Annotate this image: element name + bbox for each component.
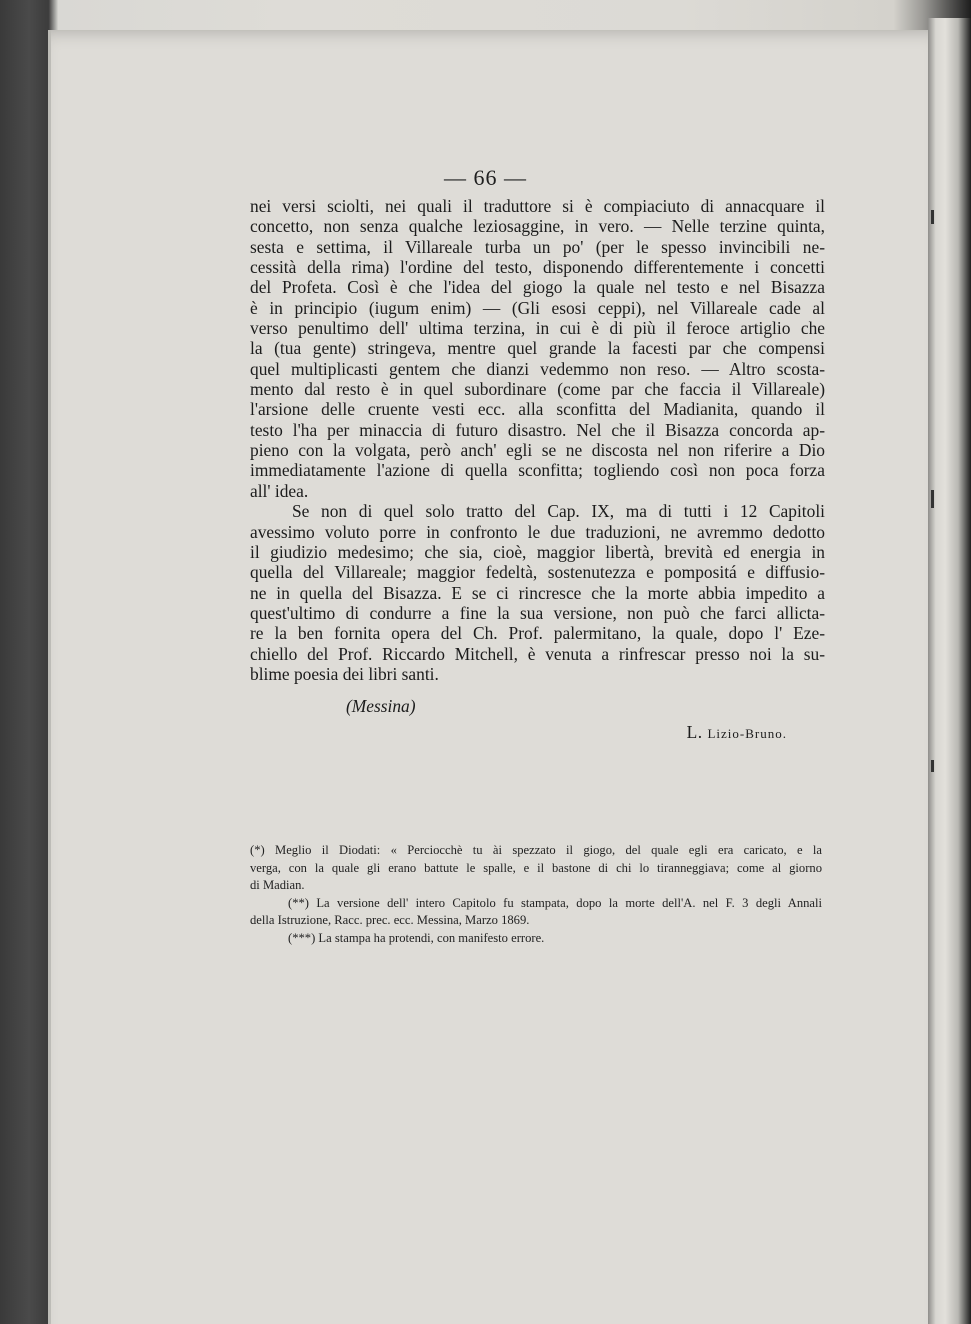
signature-block xyxy=(250,696,825,746)
footnotes xyxy=(250,842,822,947)
text-line: sesta e settima, il Villareale turba un po' (per le spesso invincibili ne- xyxy=(250,236,825,257)
margin-mark xyxy=(931,760,934,772)
place-name: (Messina) xyxy=(346,696,416,716)
page-edge xyxy=(928,18,971,1324)
text-line: blime poesia dei libri santi. xyxy=(250,663,439,684)
text-line: quella del Villareale; maggior fedeltà, sostenutezza e pompositá e diffusio- xyxy=(250,562,825,583)
footnote-line: (*) Meglio il Diodati: « Perciocchè tu ài spezzato il giogo, del quale egli era caricato, e la xyxy=(250,843,822,857)
text-line: nei versi sciolti, nei quali il traduttore si è compiaciuto di annacquare il xyxy=(250,196,825,216)
footnote-line: della Istruzione, Racc. prec. ecc. Messina, Marzo 1869. xyxy=(250,913,530,927)
margin-mark xyxy=(931,490,934,508)
text-line: testo l'ha per minaccia di futuro disastro. Nel che il Bisazza concorda ap- xyxy=(250,419,825,440)
text-line: avessimo voluto porre in confronto le due traduzioni, ne avremmo dedotto xyxy=(250,521,825,542)
footnote xyxy=(250,930,822,948)
text-line: re la ben fornita opera del Ch. Prof. palermitano, la quale, dopo l' Eze- xyxy=(250,623,825,644)
text-line: Se non di quel solo tratto del Cap. IX, ma di tutti i 12 Capitoli xyxy=(292,501,825,522)
text-line: quest'ultimo di condurre a fine la sua versione, non può che farci allicta- xyxy=(250,602,825,623)
text-line: ne in quella del Bisazza. E se ci rincresce che la morte abbia impedito a xyxy=(250,582,825,603)
footnote-line: di Madian. xyxy=(250,878,305,892)
text-line: è in principio (iugum enim) — (Gli esosi ceppi), nel Villareale cade al xyxy=(250,297,825,318)
text-line: immediatamente l'azione di quella sconfitta; togliendo così non poca forza xyxy=(250,460,825,481)
page-number: — 66 — xyxy=(444,165,527,190)
text-line: pieno con la volgata, però anch' egli se ne discosta nel non riferire a Dio xyxy=(250,440,825,461)
author-initial: L. xyxy=(686,722,703,742)
text-line: del Profeta. Così è che l'idea del giogo la quale nel testo e nel Bisazza xyxy=(250,277,825,298)
body-text xyxy=(250,196,825,684)
text-line: cessità della rima) l'ordine del testo, disponendo differentemente i concetti xyxy=(250,257,825,278)
footnote xyxy=(250,895,822,930)
text-line: quel multiplicasti gentem che dianzi vedemmo non reso. — Altro scosta- xyxy=(250,358,825,379)
text-line: la (tua gente) stringeva, mentre quel grande la facesti par che compensi xyxy=(250,338,825,359)
text-line: concetto, non senza qualche leziosaggine, in vero. — Nelle terzine quinta, xyxy=(250,216,825,237)
author-name xyxy=(687,722,787,743)
margin-mark xyxy=(931,210,934,224)
text-line: il giudizio medesimo; che sia, cioè, maggior libertà, brevità ed energia in xyxy=(250,541,825,562)
text-line: mento dal resto è in quel subordinare (come par che faccia il Villareale) xyxy=(250,379,825,400)
footnote-line: (***) La stampa ha protendi, con manifesto errore. xyxy=(288,930,545,945)
footnote xyxy=(250,842,822,895)
author-surname: Lizio-Bruno. xyxy=(707,726,787,741)
text-line: chiello del Prof. Riccardo Mitchell, è venuta a rinfrescar presso noi la su- xyxy=(250,643,825,664)
text-line: l'arsione delle cruente vesti ecc. alla sconfitta del Madianita, quando il xyxy=(250,399,825,420)
footnote-line: verga, con la quale gli erano battute le spalle, e il bastone di chi lo tiranneggiava; come al giorno xyxy=(250,860,822,875)
text-line: verso penultimo dell' ultima terzina, in cui è di più il feroce artiglio che xyxy=(250,318,825,339)
text-line: all' idea. xyxy=(250,480,309,501)
footnote-line: (**) La versione dell' intero Capitolo fu stampata, dopo la morte dell'A. nel F. 3 degli Annali xyxy=(288,895,822,910)
